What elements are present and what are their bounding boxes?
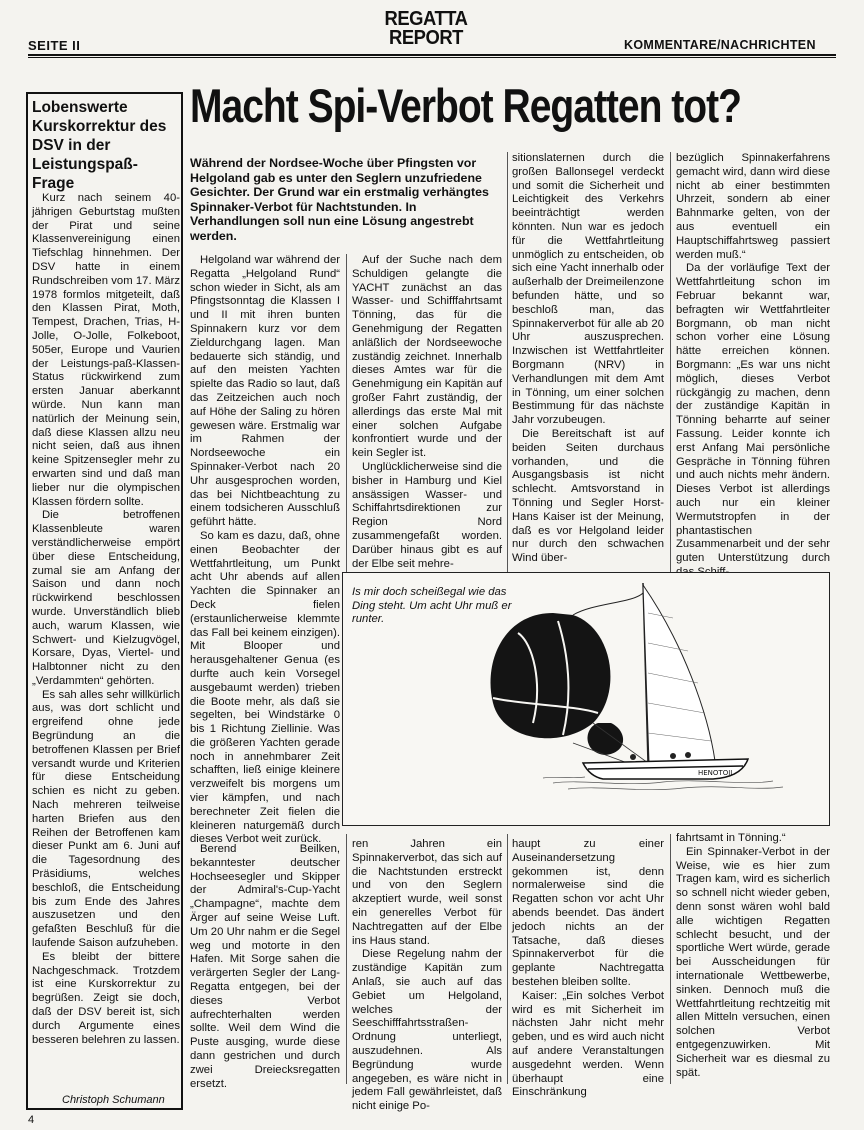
article-paragraph: Ein Spinnaker-Verbot in der Weise, wie es hier zum Tragen kam, wird es sicherlich so schnell nicht wieder geben, denn sonst wären wohl bald alle wichtigen Regatten schlecht besucht, und der sportliche Wert würde, gerade bei Ausscheidungen für internationale Wettbewerbe, sinken. Dennoch muß die Wettfahrtleitung rechtzeitig mit allen Mitteln versuchen, einen solchen Verbot entgegenzuwirken. Mit Sicherheit war es diesmal zu spät. — [676, 845, 830, 1079]
article-paragraph: fahrtsamt in Tönning.“ — [676, 832, 786, 844]
column-rule — [670, 834, 671, 1084]
article-paragraph: bezüglich Spinnakerfahrens gemacht wird, dann wird diese nicht ab einer bestimmten Uhrzeit, sondern ab einer Bahnmarke gelten, von der aus eventuell ein Hauptschiffahrtsweg passiert werden muß.“ — [676, 152, 830, 261]
section-label-left: SEITE II — [28, 38, 81, 53]
article-column-4 — [676, 152, 830, 580]
logo-line-2: REPORT — [389, 27, 463, 49]
article-column-4-lower — [676, 832, 830, 1080]
commentary-paragraph: Es sah alles sehr willkürlich aus, was dort schlicht und ergreifend ohne jede Begründung an die betroffenen Klassen per Brief versandt wurde und Kriterien für diese Entscheidung schien es nicht zu geben. Nach mehreren teilweise harten Briefen aus den Reihen der Betroffenen kam dieser Punkt am 6. Juni auf die Tagesordnung des Präsidiums, welches beschloß, die Entscheidung bis zum Ende des Jahres auszusetzen und den gefaßten Beschluß für die laufende Saison aufzuheben. — [32, 688, 180, 950]
column-rule — [670, 152, 671, 572]
article-paragraph: Kaiser: „Ein solches Verbot wird es mit Sicherheit im nächsten Jahr nicht mehr geben, und es wird auch nicht auf andere Veranstaltungen ausgedehnt werden. Wenn überhaupt eine Einschränkung — [512, 989, 664, 1099]
article-paragraph: Auf der Suche nach dem Schuldigen gelangte die YACHT zunächst an das Wasser- und Schifffahrtsamt Tönning, das für die Genehmigung der Regatten anläßlich der Nordseewoche zuständig zeichnet. Innerhalb dieses Amtes war für die Genehmigung ein Kapitän auf großer Fahrt zuständig, der allerdings das erste Mal mit einer solchen Aufgabe konfrontiert wurde und der kein Segler ist. — [352, 254, 502, 460]
article-headline: Macht Spi-Verbot Regatten tot? — [190, 79, 741, 132]
article-paragraph: haupt zu einer Auseinandersetzung gekommen ist, denn normalerweise sind die Regatten schon vor acht Uhr abends beendet. Das ändert jedoch nichts an der Tatsache, daß dieses Spinnakerverbot für die geplante Nachtregatta bestehen bleiben sollte. — [512, 838, 664, 988]
article-paragraph: sitionslaternen durch die großen Ballonsegel verdeckt und somit die Sicherheit und Leichtigkeit des Verkehrs beeinträchtigt werden könnten. Nun war es jedoch für die Wettfahrtleitung unmöglich zu entscheiden, ob sich eine Yacht innerhalb oder außerhalb der Dreimeilenzone befunden hätte, und so beschloß man, das Spinnakerverbot für alle ab 20 Uhr auszusprechen. Inzwischen ist Wettfahrtleiter Borgmann (NRV) in Verhandlungen mit dem Amt in Tönning, um einer solchen Bestimmung für das nächste Jahr vorzubeugen. — [512, 152, 664, 427]
commentary-body — [32, 192, 180, 1047]
article-column-3-lower — [512, 838, 664, 1100]
header-rule — [28, 54, 836, 56]
article-paragraph: Die Bereitschaft ist auf beiden Seiten durchaus vorhanden, und die Ausgangsbasis ist nicht schlecht. Amtsvorstand in Tönning und Segler Horst-Hans Kaiser ist der Meinung, daß es vor Helgoland leider nur durch den schwachen Wind über- — [512, 427, 664, 565]
commentary-paragraph: Die betroffenen Klassenbleute waren verständlicherweise empört über diese Entscheidung, zumal sie am Anfang der Saison und dann noch rückwirkend beschlossen wurde. Unverständlich blieb auch, warum Klassen, wie Schwert- und Kielzugvögel, Korsare, Dyas, Viertel- und Halbtonner nicht zu den „Verdammten“ gehörten. — [32, 509, 180, 687]
column-rule — [346, 834, 347, 1084]
commentary-headline: Lobenswerte Kurskorrektur des DSV in der Leistungspaß-Frage — [32, 99, 167, 192]
column-rule — [507, 834, 508, 1084]
article-paragraph: Berend Beilken, bekanntester deutscher Hochseesegler und Skipper der Admiral's-Cup-Yacht „Champagne“, machte dem Ärger auf seine Weise Luft. Um 20 Uhr nahm er die Segel weg und motorte in den Hafen. Mit Sorge sahen die verärgerten Segler der Lang-Regatta entgegen, bei der dieses Verbot aufrechterhalten werden sollte. Weil dem Wind die Puste ausging, wurde diese dann gestrichen und durch zwei Dreiecksregatten ersetzt. — [190, 843, 340, 1090]
commentary-paragraph: Es bleibt der bittere Nachgeschmack. Trotzdem ist eine Kurskorrektur zu begrüßen. Zeigt sie doch, daß der DSV bereit ist, sich durch Argumente eines besseren belehren zu lassen. — [32, 950, 180, 1046]
article-paragraph: So kam es dazu, daß, ohne einen Beobachter der Wettfahrtleitung, um Punkt acht Uhr abends auf allen Yachten die Spinnaker an Deck fielen (erstaunlicherweise klemmte das Fall bei keinem einzigen). Mit Blooper und herausgehaltener Genua (es durfte auch kein Vorsegel ausgebaumt werden) trieben die Boote mehr, als daß sie segelten, bei Windstärke 0 bis 1 Richtung Ziellinie. Was die größeren Yachten gerade noch in annehmbarer Zeit schafften, ließ einige kleinere verzweifelt bis morgens um vier kämpfen, und nach berechneter Zeit fielen die kleineren naturgemäß durch dieses Verbot weit zurück. — [190, 529, 340, 846]
cartoon-caption: Is mir doch scheißegal wie das Ding steht. Um acht Uhr muß er runter. — [352, 586, 512, 626]
article-paragraph: ren Jahren ein Spinnakerverbot, das sich auf die Nachtstunden erstreckt und von den Seglern akzeptiert wurde, weil sonst ein generelles Verbot für Nachtregatten auf der Elbe ins Haus stand. — [352, 838, 502, 947]
article-column-1 — [190, 254, 340, 847]
article-paragraph: Helgoland war während der Regatta „Helgoland Rund“ schon wieder in Sicht, als am Pfingstsonntag die Klassen I und II mit ihren bunten Spinnakern kurz vor dem Zieldurchgang lagen. Man bedauerte sich ständig, und auf den meisten Yachten spielte das Radio so laut, daß das Zeitzeichen auch noch auf Höhe der Saling zu hören gewesen wäre. Erstmalig war im Rahmen der Nordseewoche ein Spinnaker-Verbot nach 20 Uhr ausgesprochen worden, das bei Nichtbeachtung zu einem todsicheren Ausschluß geführt hätte. — [190, 254, 340, 529]
article-column-3 — [512, 152, 664, 566]
article-paragraph: Diese Regelung nahm der zuständige Kapitän zum Anlaß, sie auch auf das Gebiet um Helgoland, welches der Seeschifffahrtsstraßen-Ordnung unterliegt, auszudehnen. Als Begründung wurde angegeben, es wäre nicht in jedem Fall gewährleistet, daß nicht einige Po- — [352, 948, 502, 1113]
article-paragraph: Unglücklicherweise sind die bisher in Hamburg und Kiel ansässigen Wasser- und Schiffahrtsdirektionen zur Region Nord zusammengefaßt worden. Darüber hinaus gibt es auf der Elbe seit mehre- — [352, 460, 502, 570]
article-lead: Während der Nordsee-Woche über Pfingsten vor Helgoland gab es unter den Seglern unzufriedene Gesichter. Der Grund war ein erstmalig verhängtes Spinnaker-Verbot für Nachtstunden. In Verhandlungen soll nun eine Lösung angestrebt werden. — [190, 156, 489, 243]
article-paragraph: Da der vorläufige Text der Wettfahrtleitung schon im Februar bekannt war, befragten wir Wettfahrtleiter Borgmann, ob man nicht schon vorher eine Lösung hätte erreichen können. Borgmann: „Es war uns nicht möglich, dieses Verbot rückgängig zu machen, denn der zuständige Kapitän in Tönning beharrte auf seiner Fassung. Leider konnte ich erst Anfang Mai persönliche Gespräche in Tönning führen und auch nichts mehr ändern. Dieses Verbot ist allerdings auch nur ein kleiner Wermutstropfen in der phantastischen Zusammenarbeit und der sehr guten Unterstützung durch — [676, 262, 830, 565]
article-column-2-lower — [352, 838, 502, 1114]
article-column-2 — [352, 254, 502, 571]
commentary-author: Christoph Schumann — [62, 1094, 165, 1106]
column-rule — [507, 152, 508, 572]
commentary-paragraph: Kurz nach seinem 40-jährigen Geburtstag mußten der Pirat und seine Klassenvereinigung einen Tiefschlag hinnehmen. Der DSV hatte in einem Rundschreiben vom 17. März 1978 formlos mitgeteilt, daß den Klassen Pirat, Moth, Tempest, Drachen, Trias, H-Jolle, O-Jolle, Folkeboot, 505er, Europe und Vaurien der Leistungs-paß-Klassen-Status rückwirkend zum ersten Januar aberkannt würde. Nun kann man natürlich der Meinung sein, daß diese Klassen allzu neu nicht seien, daß aus ihnen keine Spitzensegler mehr zu erwarten sind und daß man lieber nur die olympischen Klassen fördern sollte. — [32, 192, 180, 508]
logo-line-1: REGATTA — [384, 8, 468, 30]
column-rule — [346, 254, 347, 572]
regatta-report-logo — [380, 10, 472, 48]
article-column-1-lower — [190, 843, 340, 1091]
section-label-right: KOMMENTARE/NACHRICHTEN — [624, 38, 816, 52]
boat-name: HENOTOIL — [698, 769, 735, 777]
header-rule-thin — [28, 57, 836, 58]
page-number: 4 — [28, 1114, 35, 1126]
